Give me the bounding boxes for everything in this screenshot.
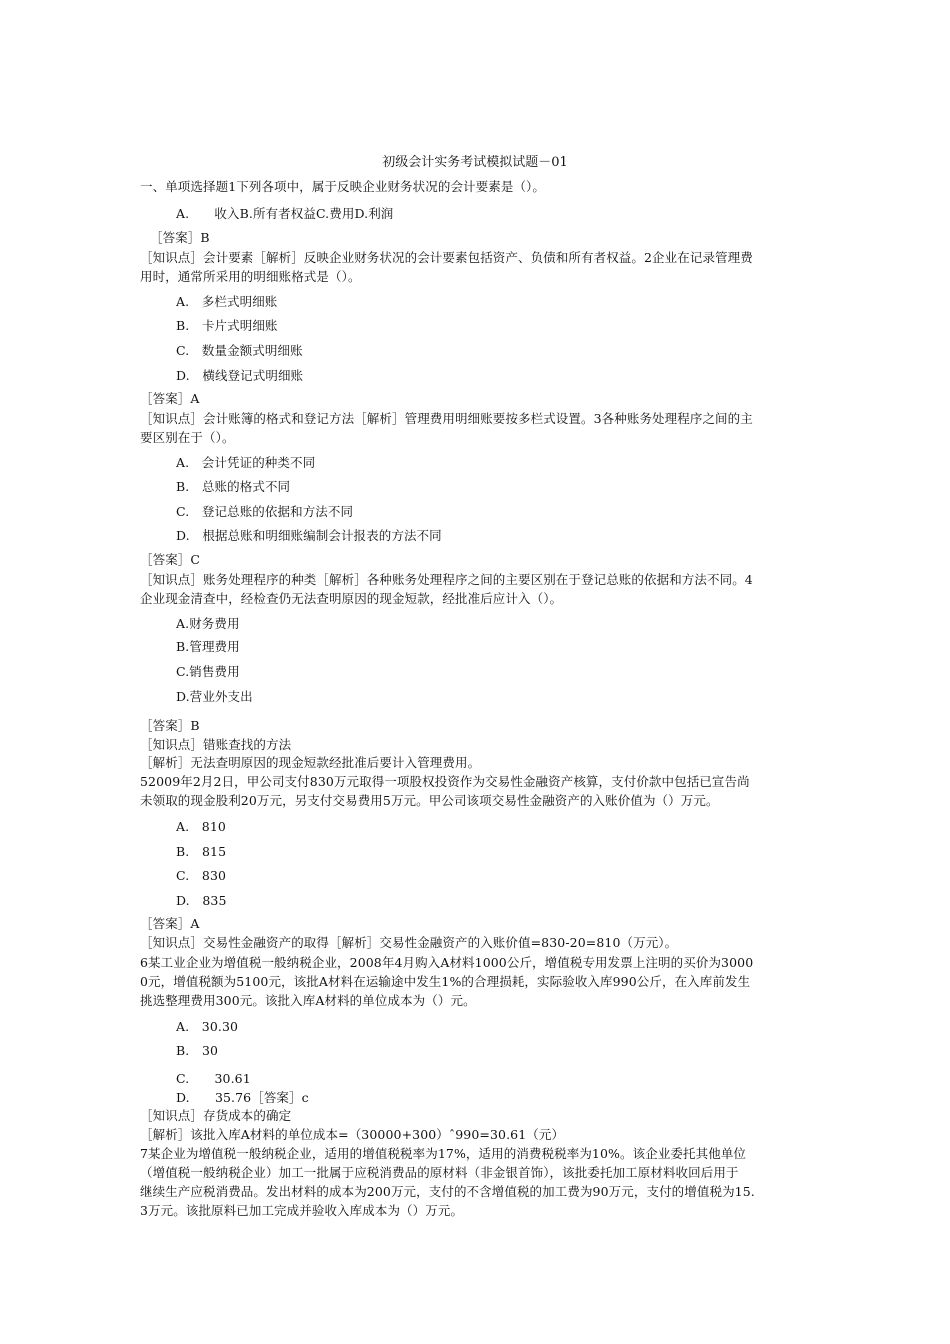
question-5-option-c: C. 830 bbox=[176, 868, 227, 883]
explanation-1-line-1: ［知识点］会计要素［解析］反映企业财务状况的会计要素包括资产、负债和所有者权益。2企业在记录管理费 bbox=[140, 250, 753, 265]
question-7-line-2: （增值税一般纳税企业）加工一批属于应税消费品的原材料（非金银首饰），该批委托加工原材料收回后用于 bbox=[140, 1165, 739, 1180]
question-4-option-d: D.营业外支出 bbox=[176, 689, 253, 704]
question-7-line-3: 继续生产应税消费品。发出材料的成本为200万元，支付的不含增值税的加工费为90万元，支付的增值税为15. bbox=[140, 1184, 755, 1199]
answer-4: ［答案］B bbox=[140, 718, 200, 733]
question-7-line-4: 3万元。该批原料已加工完成并验收入库成本为（）万元。 bbox=[140, 1203, 464, 1218]
answer-5: ［答案］A bbox=[140, 916, 200, 931]
question-2-option-d: D. 横线登记式明细账 bbox=[176, 368, 304, 383]
answer-3: ［答案］C bbox=[140, 552, 201, 567]
question-3-option-a: A. 会计凭证的种类不同 bbox=[176, 455, 316, 470]
explanation-2-line-2: 要区别在于（）。 bbox=[140, 430, 235, 445]
explanation-1-line-2: 用时，通常所采用的明细账格式是（）。 bbox=[140, 269, 361, 284]
explanation-2-line-1: ［知识点］会计账簿的格式和登记方法［解析］管理费用明细账要按多栏式设置。3各种账务处理程序之间的主 bbox=[140, 411, 753, 426]
knowledge-point-6: ［知识点］存货成本的确定 bbox=[140, 1108, 292, 1123]
question-5-option-a: A. 810 bbox=[176, 819, 226, 834]
question-6-line-2: 0元，增值税额为5100元，该批A材料在运输途中发生1%的合理损耗，实际验收入库990公斤，在入库前发生 bbox=[140, 974, 751, 989]
question-4-option-b: B.管理费用 bbox=[176, 639, 240, 654]
answer-1: ［答案］B bbox=[150, 230, 210, 245]
question-7-line-1: 7某企业为增值税一般纳税企业，适用的增值税税率为17%，适用的消费税税率为10%。该企业委托其他单位 bbox=[140, 1146, 747, 1161]
question-6-option-c: C. 30.61 bbox=[176, 1071, 251, 1086]
question-6-line-1: 6某工业企业为增值税一般纳税企业，2008年4月购入A材料1000公斤，增值税专用发票上注明的买价为3000 bbox=[140, 955, 754, 970]
explanation-3-line-2: 企业现金清查中，经检查仍无法查明原因的现金短款，经批准后应计入（）。 bbox=[140, 591, 563, 606]
question-6-option-d-answer: D. 35.76［答案］c bbox=[176, 1090, 309, 1105]
explanation-4: ［解析］无法查明原因的现金短款经批准后要计入管理费用。 bbox=[140, 755, 481, 770]
question-6-line-3: 挑选整理费用300元。该批入库A材料的单位成本为（）元。 bbox=[140, 993, 476, 1008]
explanation-6: ［解析］该批入库A材料的单位成本=（30000+300）ˆ990=30.61（元） bbox=[140, 1127, 565, 1142]
question-2-option-a: A. 多栏式明细账 bbox=[176, 294, 278, 309]
question-5-line-1: 52009年2月2日，甲公司支付830万元取得一项股权投资作为交易性金融资产核算，支付价款中包括已宣告尚 bbox=[140, 774, 750, 789]
question-5-line-2: 未领取的现金股利20万元，另支付交易费用5万元。甲公司该项交易性金融资产的入账价值为（）万元。 bbox=[140, 793, 719, 808]
question-6-option-a: A. 30.30 bbox=[176, 1019, 239, 1034]
question-3-option-b: B. 总账的格式不同 bbox=[176, 479, 291, 494]
question-3-option-d: D. 根据总账和明细账编制会计报表的方法不同 bbox=[176, 528, 442, 543]
question-2-option-c: C. 数量金额式明细账 bbox=[176, 343, 303, 358]
question-6-option-b: B. 30 bbox=[176, 1043, 219, 1058]
answer-2: ［答案］A bbox=[140, 391, 200, 406]
explanation-3-line-1: ［知识点］账务处理程序的种类［解析］各种账务处理程序之间的主要区别在于登记总账的依据和方法不同。4 bbox=[140, 572, 753, 587]
question-5-option-b: B. 815 bbox=[176, 844, 227, 859]
question-4-option-a: A.财务费用 bbox=[176, 616, 240, 631]
explanation-5: ［知识点］交易性金融资产的取得［解析］交易性金融资产的入账价值=830-20=810（万元）。 bbox=[140, 935, 678, 950]
question-5-option-d: D. 835 bbox=[176, 893, 227, 908]
question-1-options: A. 收入B.所有者权益C.费用D.利润 bbox=[176, 206, 394, 221]
question-2-option-b: B. 卡片式明细账 bbox=[176, 318, 278, 333]
knowledge-point-4: ［知识点］错账查找的方法 bbox=[140, 737, 292, 752]
question-1-stem: 一、单项选择题1下列各项中，属于反映企业财务状况的会计要素是（）。 bbox=[140, 179, 546, 194]
document-title: 初级会计实务考试模拟试题－01 bbox=[382, 155, 568, 170]
question-3-option-c: C. 登记总账的依据和方法不同 bbox=[176, 504, 354, 519]
question-4-option-c: C.销售费用 bbox=[176, 664, 240, 679]
